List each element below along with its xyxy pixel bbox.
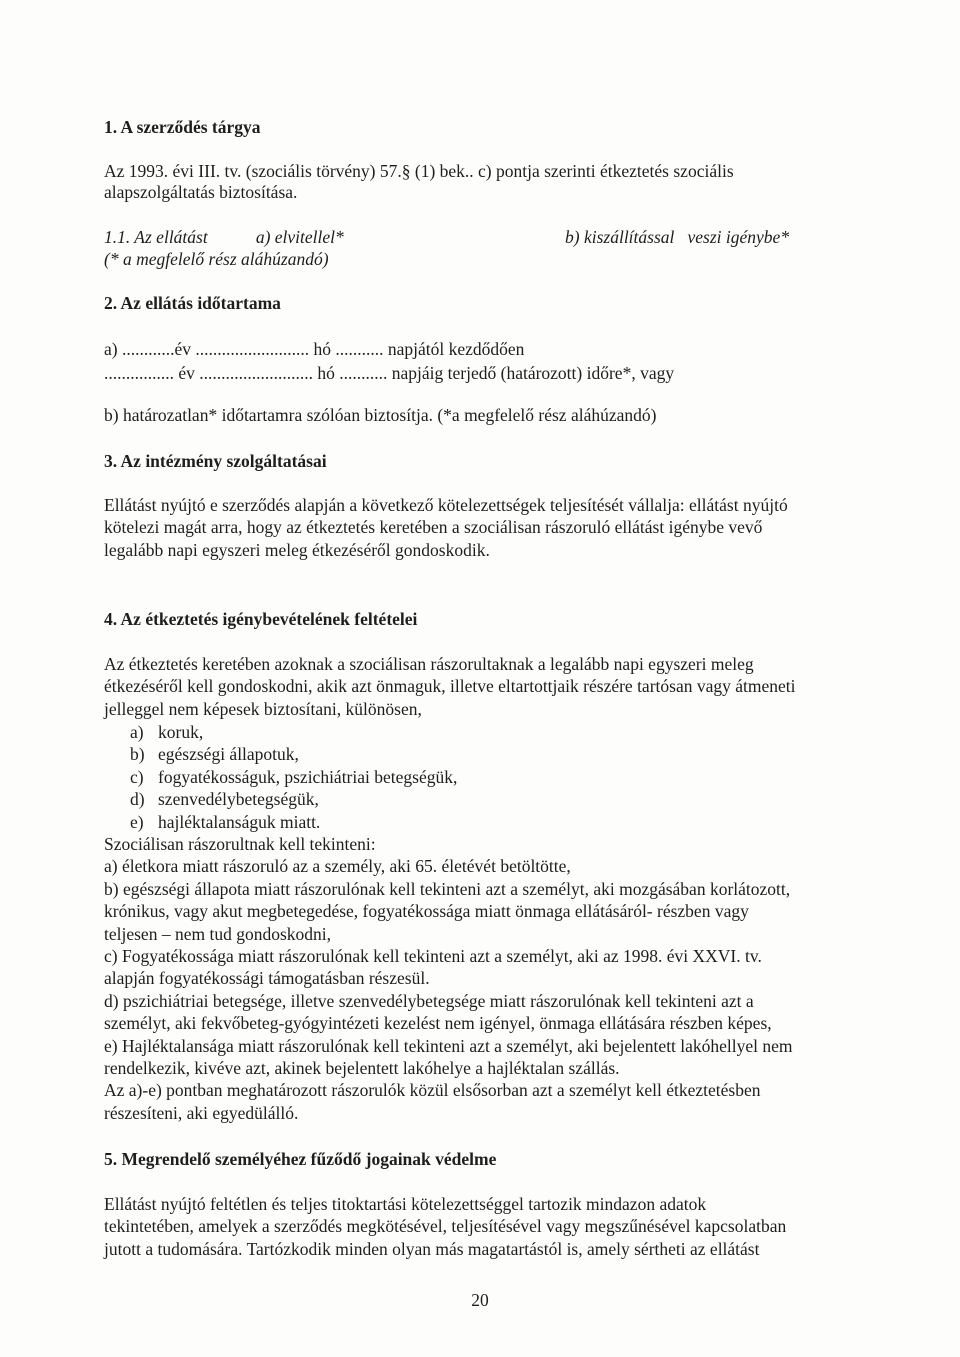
list-item — [130, 766, 457, 788]
section-4-body-line: b) egészségi állapota miatt rászorulónak kell tekinteni azt a személyt, aki mozgásában korlátozott, — [104, 878, 791, 899]
list-text: koruk, — [158, 722, 204, 742]
section-4-body-line: c) Fogyatékossága miatt rászorulónak kell tekinteni azt a személyt, aki az 1998. évi XXVI. tv. — [104, 946, 762, 967]
section-4-body-line: részesíteni, aki egyedülálló. — [104, 1102, 299, 1123]
section-1-1-note: (* a megfelelő rész aláhúzandó) — [104, 249, 329, 269]
section-2-row-end: ................ év .......................... hó ........... napjáig terjedő (határozott) időre*, vagy — [104, 363, 675, 383]
section-4-body-line: személyt, aki fekvőbeteg-gyógyintézeti kezelést nem igényel, önmaga ellátására részben képes, — [104, 1013, 772, 1034]
section-4-body-line: a) életkora miatt rászoruló az a személy, aki 65. életévét betöltötte, — [104, 856, 571, 877]
section-1-1-option-b: b) kiszállítással veszi igénybe* — [565, 227, 790, 247]
section-4-body-line: Az a)-e) pontban meghatározott rászorulók közül elsősorban azt a személyt kell étkeztetésben — [104, 1080, 761, 1101]
section-2-row-start: a) ............év .......................... hó ........... napjától kezdődően — [104, 339, 525, 359]
section-4-body-line: krónikus, vagy akut megbetegedése, fogyatékossága miatt önmaga ellátásáról- részben vagy — [104, 901, 749, 922]
list-text: egészségi állapotuk, — [158, 744, 299, 765]
page-number: 20 — [471, 1290, 489, 1310]
section-5-line: tekintetében, amelyek a szerződés megkötésével, teljesítésével vagy megszűnésével kapcsolatban — [104, 1216, 787, 1237]
section-4-intro-line: Az étkeztetés keretében azoknak a szociálisan rászorultaknak a legalább napi egyszeri meleg — [104, 654, 754, 674]
list-text: hajléktalanságuk miatt. — [158, 811, 321, 832]
list-marker: c) — [130, 766, 144, 787]
section-4-body-line: e) Hajléktalansága miatt rászorulónak kell tekinteni azt a személyt, aki bejelentett lakóhellyel nem — [104, 1035, 793, 1056]
section-2-row-indefinite: b) határozatlan* időtartamra szólóan biztosítja. (*a megfelelő rész aláhúzandó) — [104, 405, 657, 425]
list-text: szenvedélybetegségük, — [158, 789, 319, 810]
section-4-body-line: Szociálisan rászorultnak kell tekinteni: — [104, 834, 376, 854]
section-4-conditions-list — [130, 721, 457, 833]
section-4-body-line: rendelkezik, kivéve azt, akinek bejelentett lakóhelye a hajléktalan szállás. — [104, 1058, 620, 1079]
section-4-body-line: teljesen – nem tud gondoskodni, — [104, 923, 331, 944]
section-3-line: Ellátást nyújtó e szerződés alapján a következő kötelezettségek teljesítését vállalja: ellátást nyújtó — [104, 495, 788, 515]
section-5-line: Ellátást nyújtó feltétlen és teljes titoktartási kötelezettséggel tartozik mindazon adatok — [104, 1194, 707, 1214]
section-1-heading: 1. A szerződés tárgya — [104, 117, 261, 137]
section-4-intro-line: jelleggel nem képesek biztosítani, különösen, — [104, 698, 422, 719]
section-3-paragraph — [104, 494, 884, 561]
section-4-heading: 4. Az étkeztetés igénybevételének feltételei — [104, 609, 418, 629]
list-item — [130, 811, 457, 833]
list-item — [130, 721, 457, 743]
section-4-intro — [104, 653, 884, 720]
section-5-heading: 5. Megrendelő személyéhez fűződő jogainak védelme — [104, 1149, 497, 1169]
list-marker: a) — [130, 722, 144, 742]
section-1-1-option-a: 1.1. Az ellátást a) elvitellel* — [104, 227, 344, 247]
list-item — [130, 743, 457, 765]
section-4-body-line: d) pszichiátriai betegsége, illetve szenvedélybetegsége miatt rászorulónak kell tekinteni azt a — [104, 990, 754, 1011]
list-text: fogyatékosságuk, pszichiátriai betegségük, — [158, 766, 458, 787]
section-3-heading: 3. Az intézmény szolgáltatásai — [104, 451, 327, 471]
section-4-body-line: alapján fogyatékossági támogatásban részesül. — [104, 968, 430, 989]
list-item — [130, 788, 457, 810]
section-1-line-1: Az 1993. évi III. tv. (szociális törvény) 57.§ (1) bek.. c) pontja szerinti étkeztetés szociális — [104, 161, 734, 181]
section-3-line: legalább napi egyszeri meleg étkezéséről gondoskodik. — [104, 539, 490, 560]
section-2-heading: 2. Az ellátás időtartama — [104, 293, 281, 313]
section-5-line: jutott a tudomására. Tartózkodik minden olyan más magatartástól is, amely sértheti az ellátást — [104, 1238, 760, 1259]
list-marker: e) — [130, 811, 144, 832]
section-4-body — [104, 833, 884, 1124]
list-marker: d) — [130, 789, 145, 810]
section-5-paragraph — [104, 1193, 884, 1260]
list-marker: b) — [130, 744, 145, 765]
section-3-line: kötelezi magát arra, hogy az étkeztetés keretében a szociálisan rászoruló ellátást igénybe vevő — [104, 517, 763, 538]
section-1-line-2: alapszolgáltatás biztosítása. — [104, 182, 298, 202]
section-4-intro-line: étkezéséről kell gondoskodni, akik azt önmaguk, illetve eltartottjaik részére tartósan vagy átmeneti — [104, 676, 796, 697]
